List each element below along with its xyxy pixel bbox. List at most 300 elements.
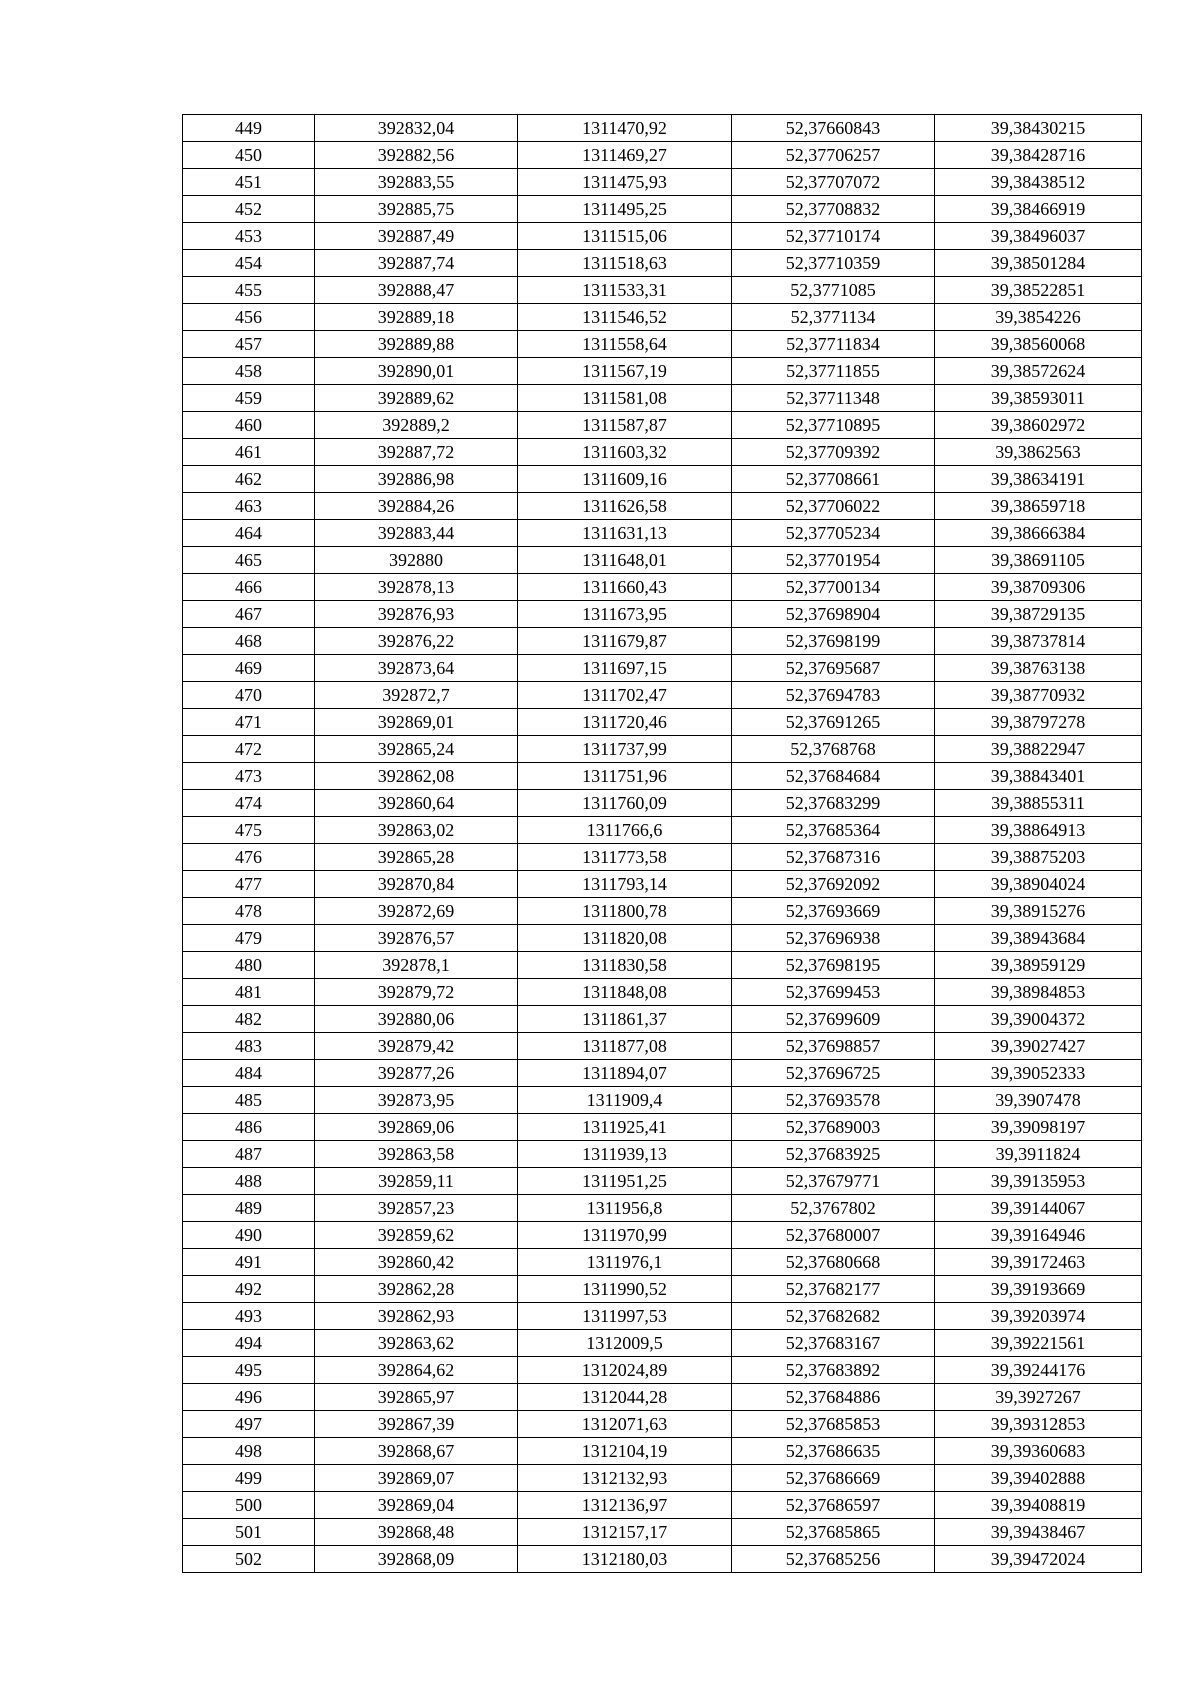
longitude-cell: 39,38984853 — [935, 979, 1142, 1006]
table-row — [183, 1438, 1142, 1465]
table-row — [183, 358, 1142, 385]
latitude-cell: 52,37711348 — [732, 385, 935, 412]
point-number-cell: 451 — [183, 169, 315, 196]
y-coordinate-cell: 1311909,4 — [518, 1087, 732, 1114]
longitude-cell: 39,38659718 — [935, 493, 1142, 520]
longitude-cell: 39,38915276 — [935, 898, 1142, 925]
longitude-cell: 39,38904024 — [935, 871, 1142, 898]
x-coordinate-cell: 392872,7 — [315, 682, 518, 709]
longitude-cell: 39,39172463 — [935, 1249, 1142, 1276]
point-number-cell: 489 — [183, 1195, 315, 1222]
x-coordinate-cell: 392862,28 — [315, 1276, 518, 1303]
table-row — [183, 952, 1142, 979]
table-row — [183, 790, 1142, 817]
longitude-cell: 39,38496037 — [935, 223, 1142, 250]
latitude-cell: 52,37706022 — [732, 493, 935, 520]
latitude-cell: 52,37693578 — [732, 1087, 935, 1114]
latitude-cell: 52,37708832 — [732, 196, 935, 223]
table-row — [183, 493, 1142, 520]
y-coordinate-cell: 1311631,13 — [518, 520, 732, 547]
point-number-cell: 498 — [183, 1438, 315, 1465]
longitude-cell: 39,39438467 — [935, 1519, 1142, 1546]
point-number-cell: 471 — [183, 709, 315, 736]
longitude-cell: 39,39312853 — [935, 1411, 1142, 1438]
y-coordinate-cell: 1312132,93 — [518, 1465, 732, 1492]
table-row — [183, 547, 1142, 574]
x-coordinate-cell: 392869,06 — [315, 1114, 518, 1141]
table-row — [183, 1330, 1142, 1357]
point-number-cell: 461 — [183, 439, 315, 466]
y-coordinate-cell: 1311660,43 — [518, 574, 732, 601]
y-coordinate-cell: 1311558,64 — [518, 331, 732, 358]
table-row — [183, 412, 1142, 439]
y-coordinate-cell: 1312071,63 — [518, 1411, 732, 1438]
longitude-cell: 39,39472024 — [935, 1546, 1142, 1573]
point-number-cell: 457 — [183, 331, 315, 358]
point-number-cell: 501 — [183, 1519, 315, 1546]
latitude-cell: 52,37684886 — [732, 1384, 935, 1411]
x-coordinate-cell: 392879,72 — [315, 979, 518, 1006]
point-number-cell: 484 — [183, 1060, 315, 1087]
x-coordinate-cell: 392890,01 — [315, 358, 518, 385]
point-number-cell: 462 — [183, 466, 315, 493]
x-coordinate-cell: 392889,88 — [315, 331, 518, 358]
point-number-cell: 478 — [183, 898, 315, 925]
point-number-cell: 479 — [183, 925, 315, 952]
point-number-cell: 464 — [183, 520, 315, 547]
y-coordinate-cell: 1311475,93 — [518, 169, 732, 196]
latitude-cell: 52,37700134 — [732, 574, 935, 601]
latitude-cell: 52,37683925 — [732, 1141, 935, 1168]
point-number-cell: 472 — [183, 736, 315, 763]
x-coordinate-cell: 392859,11 — [315, 1168, 518, 1195]
point-number-cell: 491 — [183, 1249, 315, 1276]
x-coordinate-cell: 392884,26 — [315, 493, 518, 520]
x-coordinate-cell: 392865,24 — [315, 736, 518, 763]
y-coordinate-cell: 1311751,96 — [518, 763, 732, 790]
latitude-cell: 52,37699609 — [732, 1006, 935, 1033]
coordinates-table-body — [183, 115, 1142, 1573]
point-number-cell: 460 — [183, 412, 315, 439]
point-number-cell: 500 — [183, 1492, 315, 1519]
latitude-cell: 52,37692092 — [732, 871, 935, 898]
table-row — [183, 1357, 1142, 1384]
table-row — [183, 979, 1142, 1006]
latitude-cell: 52,37707072 — [732, 169, 935, 196]
longitude-cell: 39,38943684 — [935, 925, 1142, 952]
longitude-cell: 39,38763138 — [935, 655, 1142, 682]
latitude-cell: 52,37698857 — [732, 1033, 935, 1060]
longitude-cell: 39,3854226 — [935, 304, 1142, 331]
x-coordinate-cell: 392873,64 — [315, 655, 518, 682]
latitude-cell: 52,37710174 — [732, 223, 935, 250]
point-number-cell: 494 — [183, 1330, 315, 1357]
y-coordinate-cell: 1311533,31 — [518, 277, 732, 304]
x-coordinate-cell: 392832,04 — [315, 115, 518, 142]
longitude-cell: 39,3862563 — [935, 439, 1142, 466]
longitude-cell: 39,38666384 — [935, 520, 1142, 547]
table-row — [183, 1222, 1142, 1249]
x-coordinate-cell: 392879,42 — [315, 1033, 518, 1060]
table-row — [183, 844, 1142, 871]
latitude-cell: 52,37696938 — [732, 925, 935, 952]
x-coordinate-cell: 392863,02 — [315, 817, 518, 844]
x-coordinate-cell: 392865,97 — [315, 1384, 518, 1411]
latitude-cell: 52,37687316 — [732, 844, 935, 871]
longitude-cell: 39,38729135 — [935, 601, 1142, 628]
point-number-cell: 477 — [183, 871, 315, 898]
table-row — [183, 466, 1142, 493]
x-coordinate-cell: 392870,84 — [315, 871, 518, 898]
y-coordinate-cell: 1311603,32 — [518, 439, 732, 466]
y-coordinate-cell: 1311894,07 — [518, 1060, 732, 1087]
point-number-cell: 475 — [183, 817, 315, 844]
x-coordinate-cell: 392862,08 — [315, 763, 518, 790]
point-number-cell: 497 — [183, 1411, 315, 1438]
y-coordinate-cell: 1311766,6 — [518, 817, 732, 844]
table-row — [183, 1114, 1142, 1141]
latitude-cell: 52,37686669 — [732, 1465, 935, 1492]
table-row — [183, 709, 1142, 736]
y-coordinate-cell: 1312136,97 — [518, 1492, 732, 1519]
latitude-cell: 52,37708661 — [732, 466, 935, 493]
y-coordinate-cell: 1311609,16 — [518, 466, 732, 493]
y-coordinate-cell: 1311470,92 — [518, 115, 732, 142]
longitude-cell: 39,38501284 — [935, 250, 1142, 277]
x-coordinate-cell: 392882,56 — [315, 142, 518, 169]
y-coordinate-cell: 1311800,78 — [518, 898, 732, 925]
table-row — [183, 142, 1142, 169]
latitude-cell: 52,37695687 — [732, 655, 935, 682]
x-coordinate-cell: 392878,13 — [315, 574, 518, 601]
latitude-cell: 52,37685865 — [732, 1519, 935, 1546]
x-coordinate-cell: 392868,48 — [315, 1519, 518, 1546]
x-coordinate-cell: 392859,62 — [315, 1222, 518, 1249]
y-coordinate-cell: 1311820,08 — [518, 925, 732, 952]
y-coordinate-cell: 1311939,13 — [518, 1141, 732, 1168]
x-coordinate-cell: 392860,42 — [315, 1249, 518, 1276]
y-coordinate-cell: 1312044,28 — [518, 1384, 732, 1411]
latitude-cell: 52,37685256 — [732, 1546, 935, 1573]
y-coordinate-cell: 1311737,99 — [518, 736, 732, 763]
longitude-cell: 39,38428716 — [935, 142, 1142, 169]
x-coordinate-cell: 392865,28 — [315, 844, 518, 871]
longitude-cell: 39,38864913 — [935, 817, 1142, 844]
x-coordinate-cell: 392872,69 — [315, 898, 518, 925]
latitude-cell: 52,37693669 — [732, 898, 935, 925]
latitude-cell: 52,37683299 — [732, 790, 935, 817]
point-number-cell: 482 — [183, 1006, 315, 1033]
x-coordinate-cell: 392863,62 — [315, 1330, 518, 1357]
point-number-cell: 485 — [183, 1087, 315, 1114]
longitude-cell: 39,39193669 — [935, 1276, 1142, 1303]
y-coordinate-cell: 1311626,58 — [518, 493, 732, 520]
x-coordinate-cell: 392887,72 — [315, 439, 518, 466]
table-row — [183, 196, 1142, 223]
latitude-cell: 52,37706257 — [732, 142, 935, 169]
latitude-cell: 52,37685853 — [732, 1411, 935, 1438]
table-row — [183, 520, 1142, 547]
longitude-cell: 39,38430215 — [935, 115, 1142, 142]
x-coordinate-cell: 392873,95 — [315, 1087, 518, 1114]
table-row — [183, 250, 1142, 277]
latitude-cell: 52,37660843 — [732, 115, 935, 142]
latitude-cell: 52,37710895 — [732, 412, 935, 439]
point-number-cell: 502 — [183, 1546, 315, 1573]
x-coordinate-cell: 392869,01 — [315, 709, 518, 736]
y-coordinate-cell: 1311581,08 — [518, 385, 732, 412]
y-coordinate-cell: 1311773,58 — [518, 844, 732, 871]
table-row — [183, 1519, 1142, 1546]
longitude-cell: 39,38572624 — [935, 358, 1142, 385]
point-number-cell: 483 — [183, 1033, 315, 1060]
point-number-cell: 493 — [183, 1303, 315, 1330]
point-number-cell: 470 — [183, 682, 315, 709]
latitude-cell: 52,3771085 — [732, 277, 935, 304]
table-row — [183, 1546, 1142, 1573]
longitude-cell: 39,38560068 — [935, 331, 1142, 358]
table-row — [183, 277, 1142, 304]
longitude-cell: 39,39221561 — [935, 1330, 1142, 1357]
longitude-cell: 39,39402888 — [935, 1465, 1142, 1492]
y-coordinate-cell: 1311877,08 — [518, 1033, 732, 1060]
x-coordinate-cell: 392887,74 — [315, 250, 518, 277]
table-row — [183, 1168, 1142, 1195]
y-coordinate-cell: 1311760,09 — [518, 790, 732, 817]
point-number-cell: 467 — [183, 601, 315, 628]
y-coordinate-cell: 1311720,46 — [518, 709, 732, 736]
longitude-cell: 39,39027427 — [935, 1033, 1142, 1060]
y-coordinate-cell: 1311515,06 — [518, 223, 732, 250]
y-coordinate-cell: 1311848,08 — [518, 979, 732, 1006]
x-coordinate-cell: 392883,44 — [315, 520, 518, 547]
x-coordinate-cell: 392876,57 — [315, 925, 518, 952]
longitude-cell: 39,38843401 — [935, 763, 1142, 790]
latitude-cell: 52,37683892 — [732, 1357, 935, 1384]
point-number-cell: 455 — [183, 277, 315, 304]
table-row — [183, 115, 1142, 142]
point-number-cell: 476 — [183, 844, 315, 871]
latitude-cell: 52,37711855 — [732, 358, 935, 385]
latitude-cell: 52,37679771 — [732, 1168, 935, 1195]
y-coordinate-cell: 1311495,25 — [518, 196, 732, 223]
longitude-cell: 39,38593011 — [935, 385, 1142, 412]
latitude-cell: 52,37696725 — [732, 1060, 935, 1087]
longitude-cell: 39,38959129 — [935, 952, 1142, 979]
point-number-cell: 465 — [183, 547, 315, 574]
longitude-cell: 39,39408819 — [935, 1492, 1142, 1519]
x-coordinate-cell: 392860,64 — [315, 790, 518, 817]
x-coordinate-cell: 392869,07 — [315, 1465, 518, 1492]
x-coordinate-cell: 392883,55 — [315, 169, 518, 196]
point-number-cell: 453 — [183, 223, 315, 250]
x-coordinate-cell: 392867,39 — [315, 1411, 518, 1438]
table-row — [183, 1141, 1142, 1168]
x-coordinate-cell: 392889,18 — [315, 304, 518, 331]
table-row — [183, 331, 1142, 358]
latitude-cell: 52,37689003 — [732, 1114, 935, 1141]
table-row — [183, 736, 1142, 763]
table-row — [183, 655, 1142, 682]
longitude-cell: 39,39098197 — [935, 1114, 1142, 1141]
latitude-cell: 52,37686635 — [732, 1438, 935, 1465]
table-row — [183, 1492, 1142, 1519]
latitude-cell: 52,37711834 — [732, 331, 935, 358]
y-coordinate-cell: 1311925,41 — [518, 1114, 732, 1141]
y-coordinate-cell: 1311970,99 — [518, 1222, 732, 1249]
latitude-cell: 52,37680007 — [732, 1222, 935, 1249]
point-number-cell: 486 — [183, 1114, 315, 1141]
latitude-cell: 52,3771134 — [732, 304, 935, 331]
point-number-cell: 468 — [183, 628, 315, 655]
table-row — [183, 223, 1142, 250]
latitude-cell: 52,3768768 — [732, 736, 935, 763]
table-row — [183, 574, 1142, 601]
y-coordinate-cell: 1312157,17 — [518, 1519, 732, 1546]
latitude-cell: 52,37683167 — [732, 1330, 935, 1357]
y-coordinate-cell: 1311679,87 — [518, 628, 732, 655]
latitude-cell: 52,37698904 — [732, 601, 935, 628]
latitude-cell: 52,37701954 — [732, 547, 935, 574]
longitude-cell: 39,38438512 — [935, 169, 1142, 196]
x-coordinate-cell: 392862,93 — [315, 1303, 518, 1330]
x-coordinate-cell: 392887,49 — [315, 223, 518, 250]
latitude-cell: 52,37709392 — [732, 439, 935, 466]
x-coordinate-cell: 392880,06 — [315, 1006, 518, 1033]
y-coordinate-cell: 1312180,03 — [518, 1546, 732, 1573]
table-row — [183, 898, 1142, 925]
table-row — [183, 601, 1142, 628]
longitude-cell: 39,39203974 — [935, 1303, 1142, 1330]
y-coordinate-cell: 1312009,5 — [518, 1330, 732, 1357]
point-number-cell: 450 — [183, 142, 315, 169]
latitude-cell: 52,37694783 — [732, 682, 935, 709]
y-coordinate-cell: 1311648,01 — [518, 547, 732, 574]
y-coordinate-cell: 1311673,95 — [518, 601, 732, 628]
table-row — [183, 628, 1142, 655]
longitude-cell: 39,38522851 — [935, 277, 1142, 304]
latitude-cell: 52,37698199 — [732, 628, 935, 655]
latitude-cell: 52,37680668 — [732, 1249, 935, 1276]
point-number-cell: 481 — [183, 979, 315, 1006]
table-row — [183, 1276, 1142, 1303]
table-row — [183, 1249, 1142, 1276]
table-row — [183, 1060, 1142, 1087]
y-coordinate-cell: 1311951,25 — [518, 1168, 732, 1195]
table-row — [183, 1465, 1142, 1492]
latitude-cell: 52,37684684 — [732, 763, 935, 790]
longitude-cell: 39,3907478 — [935, 1087, 1142, 1114]
x-coordinate-cell: 392877,26 — [315, 1060, 518, 1087]
point-number-cell: 458 — [183, 358, 315, 385]
y-coordinate-cell: 1311997,53 — [518, 1303, 732, 1330]
point-number-cell: 449 — [183, 115, 315, 142]
table-row — [183, 1087, 1142, 1114]
table-row — [183, 817, 1142, 844]
point-number-cell: 456 — [183, 304, 315, 331]
point-number-cell: 495 — [183, 1357, 315, 1384]
longitude-cell: 39,39244176 — [935, 1357, 1142, 1384]
table-row — [183, 682, 1142, 709]
longitude-cell: 39,3927267 — [935, 1384, 1142, 1411]
longitude-cell: 39,38855311 — [935, 790, 1142, 817]
table-row — [183, 871, 1142, 898]
y-coordinate-cell: 1311830,58 — [518, 952, 732, 979]
longitude-cell: 39,39360683 — [935, 1438, 1142, 1465]
point-number-cell: 463 — [183, 493, 315, 520]
table-row — [183, 304, 1142, 331]
y-coordinate-cell: 1311587,87 — [518, 412, 732, 439]
longitude-cell: 39,38770932 — [935, 682, 1142, 709]
y-coordinate-cell: 1312024,89 — [518, 1357, 732, 1384]
latitude-cell: 52,37686597 — [732, 1492, 935, 1519]
x-coordinate-cell: 392886,98 — [315, 466, 518, 493]
longitude-cell: 39,38602972 — [935, 412, 1142, 439]
coordinates-table — [182, 114, 1142, 1573]
point-number-cell: 459 — [183, 385, 315, 412]
table-row — [183, 763, 1142, 790]
longitude-cell: 39,39052333 — [935, 1060, 1142, 1087]
point-number-cell: 473 — [183, 763, 315, 790]
latitude-cell: 52,37705234 — [732, 520, 935, 547]
y-coordinate-cell: 1311956,8 — [518, 1195, 732, 1222]
latitude-cell: 52,37710359 — [732, 250, 935, 277]
latitude-cell: 52,37682177 — [732, 1276, 935, 1303]
longitude-cell: 39,3911824 — [935, 1141, 1142, 1168]
point-number-cell: 499 — [183, 1465, 315, 1492]
x-coordinate-cell: 392880 — [315, 547, 518, 574]
table-row — [183, 1006, 1142, 1033]
table-row — [183, 1195, 1142, 1222]
point-number-cell: 496 — [183, 1384, 315, 1411]
y-coordinate-cell: 1311976,1 — [518, 1249, 732, 1276]
table-row — [183, 1303, 1142, 1330]
point-number-cell: 469 — [183, 655, 315, 682]
longitude-cell: 39,38634191 — [935, 466, 1142, 493]
y-coordinate-cell: 1311702,47 — [518, 682, 732, 709]
longitude-cell: 39,39004372 — [935, 1006, 1142, 1033]
x-coordinate-cell: 392863,58 — [315, 1141, 518, 1168]
y-coordinate-cell: 1311518,63 — [518, 250, 732, 277]
longitude-cell: 39,39135953 — [935, 1168, 1142, 1195]
latitude-cell: 52,37698195 — [732, 952, 935, 979]
y-coordinate-cell: 1311861,37 — [518, 1006, 732, 1033]
y-coordinate-cell: 1311697,15 — [518, 655, 732, 682]
x-coordinate-cell: 392857,23 — [315, 1195, 518, 1222]
point-number-cell: 487 — [183, 1141, 315, 1168]
point-number-cell: 490 — [183, 1222, 315, 1249]
table-row — [183, 1384, 1142, 1411]
x-coordinate-cell: 392876,22 — [315, 628, 518, 655]
longitude-cell: 39,38875203 — [935, 844, 1142, 871]
y-coordinate-cell: 1311793,14 — [518, 871, 732, 898]
point-number-cell: 492 — [183, 1276, 315, 1303]
x-coordinate-cell: 392868,09 — [315, 1546, 518, 1573]
point-number-cell: 452 — [183, 196, 315, 223]
longitude-cell: 39,38822947 — [935, 736, 1142, 763]
latitude-cell: 52,37699453 — [732, 979, 935, 1006]
x-coordinate-cell: 392878,1 — [315, 952, 518, 979]
y-coordinate-cell: 1311469,27 — [518, 142, 732, 169]
point-number-cell: 454 — [183, 250, 315, 277]
x-coordinate-cell: 392864,62 — [315, 1357, 518, 1384]
x-coordinate-cell: 392876,93 — [315, 601, 518, 628]
table-row — [183, 385, 1142, 412]
y-coordinate-cell: 1311567,19 — [518, 358, 732, 385]
longitude-cell: 39,39144067 — [935, 1195, 1142, 1222]
x-coordinate-cell: 392889,2 — [315, 412, 518, 439]
x-coordinate-cell: 392888,47 — [315, 277, 518, 304]
